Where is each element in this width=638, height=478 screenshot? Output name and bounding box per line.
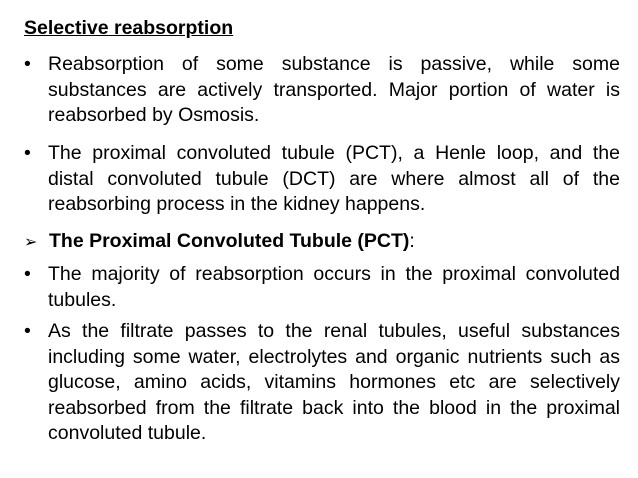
bullet-icon: •	[24, 142, 31, 164]
slide-heading: Selective reabsorption	[24, 17, 234, 39]
subheading-bold: The Proximal Convoluted Tubule (PCT)	[49, 230, 410, 252]
subheading-suffix: :	[409, 230, 415, 252]
subheading-item	[24, 229, 620, 255]
bullet-text: The majority of reabsorption occurs in the proximal convoluted tubules.	[48, 263, 620, 311]
bullet-icon: •	[24, 263, 31, 285]
bullet-item	[24, 319, 620, 447]
bullet-item	[24, 52, 620, 129]
arrow-bullet-icon: ➢	[24, 234, 38, 251]
subheading-text	[49, 229, 620, 255]
bullet-text: Reabsorption of some substance is passive, while some substances are actively transported. Major portion of water is reabsorbed by Osmosis.	[48, 53, 620, 126]
bullet-icon: •	[24, 53, 31, 75]
bullet-item	[24, 262, 620, 313]
bullet-item	[24, 141, 620, 218]
bullet-icon: •	[24, 320, 31, 342]
bullet-text: The proximal convoluted tubule (PCT), a Henle loop, and the distal convoluted tubule (DCT) are where almost all of the reabsorbing process in the kidney happens.	[48, 142, 620, 215]
bullet-text: As the filtrate passes to the renal tubules, useful substances including some water, electrolytes and organic nutrients such as glucose, amino acids, vitamins hormones etc are selectively reabsorbed from the filtrate back into the blood in the proximal convoluted tubule.	[48, 320, 620, 444]
